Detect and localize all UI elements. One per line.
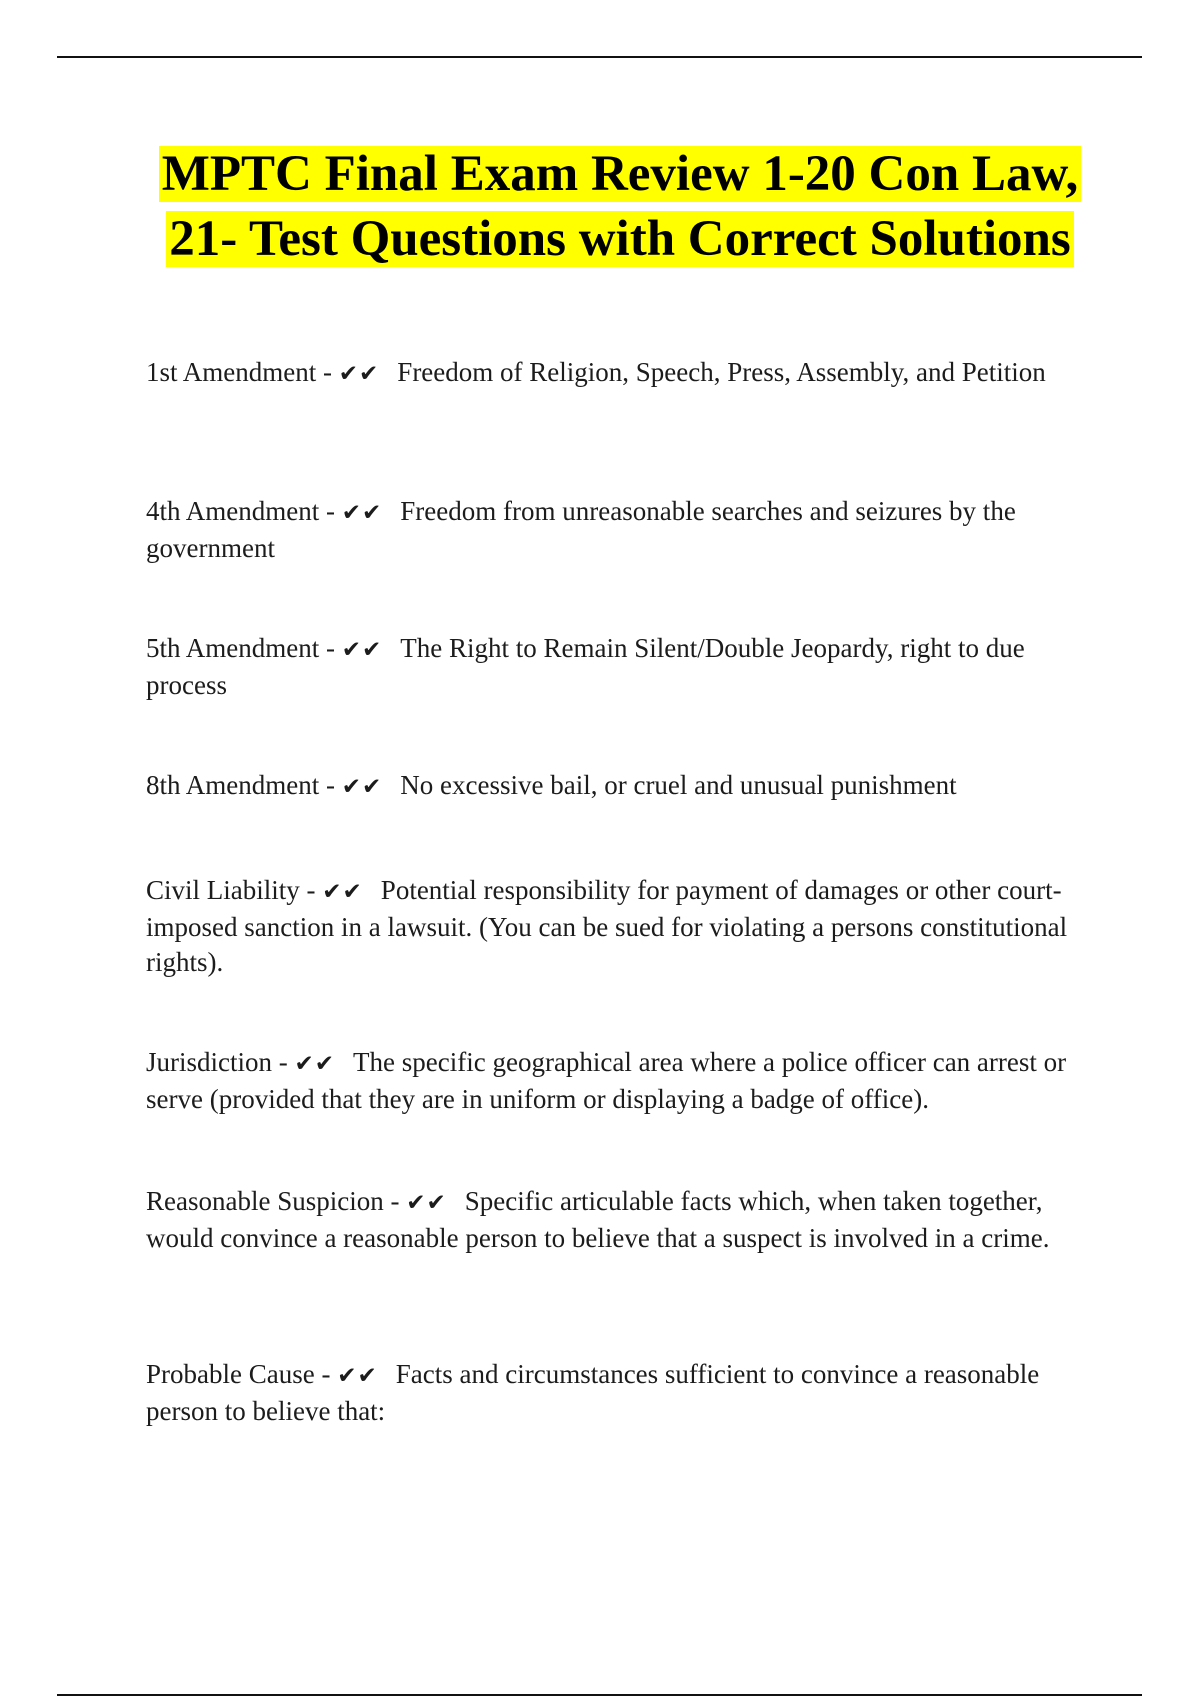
double-check-icon: ✔✔	[337, 1363, 378, 1389]
title-block	[130, 142, 1110, 272]
entry-definition: The specific geographical area where a police officer can arrest or serve (provided that they are in uniform or displaying a badge of office).	[146, 1047, 1067, 1114]
entry-separator: -	[383, 1186, 407, 1216]
double-check-icon: ✔✔	[294, 1051, 336, 1077]
double-check-icon: ✔✔	[341, 774, 383, 800]
top-rule	[57, 56, 1142, 58]
entry-definition: Freedom of Religion, Speech, Press, Assembly, and Petition	[397, 357, 1046, 387]
entry-separator: -	[319, 496, 342, 526]
bottom-rule	[57, 1694, 1142, 1696]
entry-separator: -	[316, 357, 339, 387]
definition-entry	[146, 768, 1096, 805]
definition-entry	[146, 1045, 1096, 1117]
entry-term: 1st Amendment	[146, 357, 317, 387]
entry-definition: No excessive bail, or cruel and unusual punishment	[400, 770, 957, 800]
double-check-icon: ✔✔	[341, 637, 383, 663]
highlighted-title-text: MPTC Final Exam Review 1-20 Con Law, 21- Test Questions with Correct Solutions	[159, 146, 1082, 267]
entry-separator: -	[314, 1359, 338, 1389]
entry-definition: Specific articulable facts which, when taken together, would convince a reasonable person to believe that a suspect is involved in a crime.	[146, 1186, 1050, 1253]
definition-entry	[146, 494, 1096, 566]
entry-definition: Potential responsibility for payment of damages or other court-imposed sanction in a lawsuit. (You can be sued for violating a persons constitutional rights).	[146, 875, 1068, 977]
entry-term: 4th Amendment	[146, 496, 320, 526]
entry-definition: Facts and circumstances sufficient to convince a reasonable person to believe that:	[146, 1359, 1040, 1426]
entry-term: Civil Liability	[146, 875, 300, 905]
entry-separator: -	[319, 770, 342, 800]
entry-term: Probable Cause	[146, 1359, 315, 1389]
definition-entry	[146, 631, 1096, 703]
entry-term: Reasonable Suspicion	[146, 1186, 384, 1216]
double-check-icon: ✔✔	[341, 500, 383, 526]
entry-separator: -	[319, 633, 342, 663]
definition-entry	[146, 1184, 1096, 1256]
entry-definition: Freedom from unreasonable searches and seizures by the government	[146, 496, 1016, 563]
entry-term: 8th Amendment	[146, 770, 320, 800]
definition-entry	[146, 873, 1096, 980]
entry-term: 5th Amendment	[146, 633, 320, 663]
double-check-icon: ✔✔	[406, 1190, 447, 1216]
definition-entry	[146, 355, 1096, 392]
page-title	[130, 142, 1110, 272]
definition-entry	[146, 1357, 1096, 1429]
entry-separator: -	[272, 1047, 295, 1077]
double-check-icon: ✔✔	[338, 361, 380, 387]
entry-term: Jurisdiction	[146, 1047, 272, 1077]
double-check-icon: ✔✔	[322, 879, 363, 905]
entry-separator: -	[299, 875, 323, 905]
entry-definition: The Right to Remain Silent/Double Jeopardy, right to due process	[146, 633, 1025, 700]
